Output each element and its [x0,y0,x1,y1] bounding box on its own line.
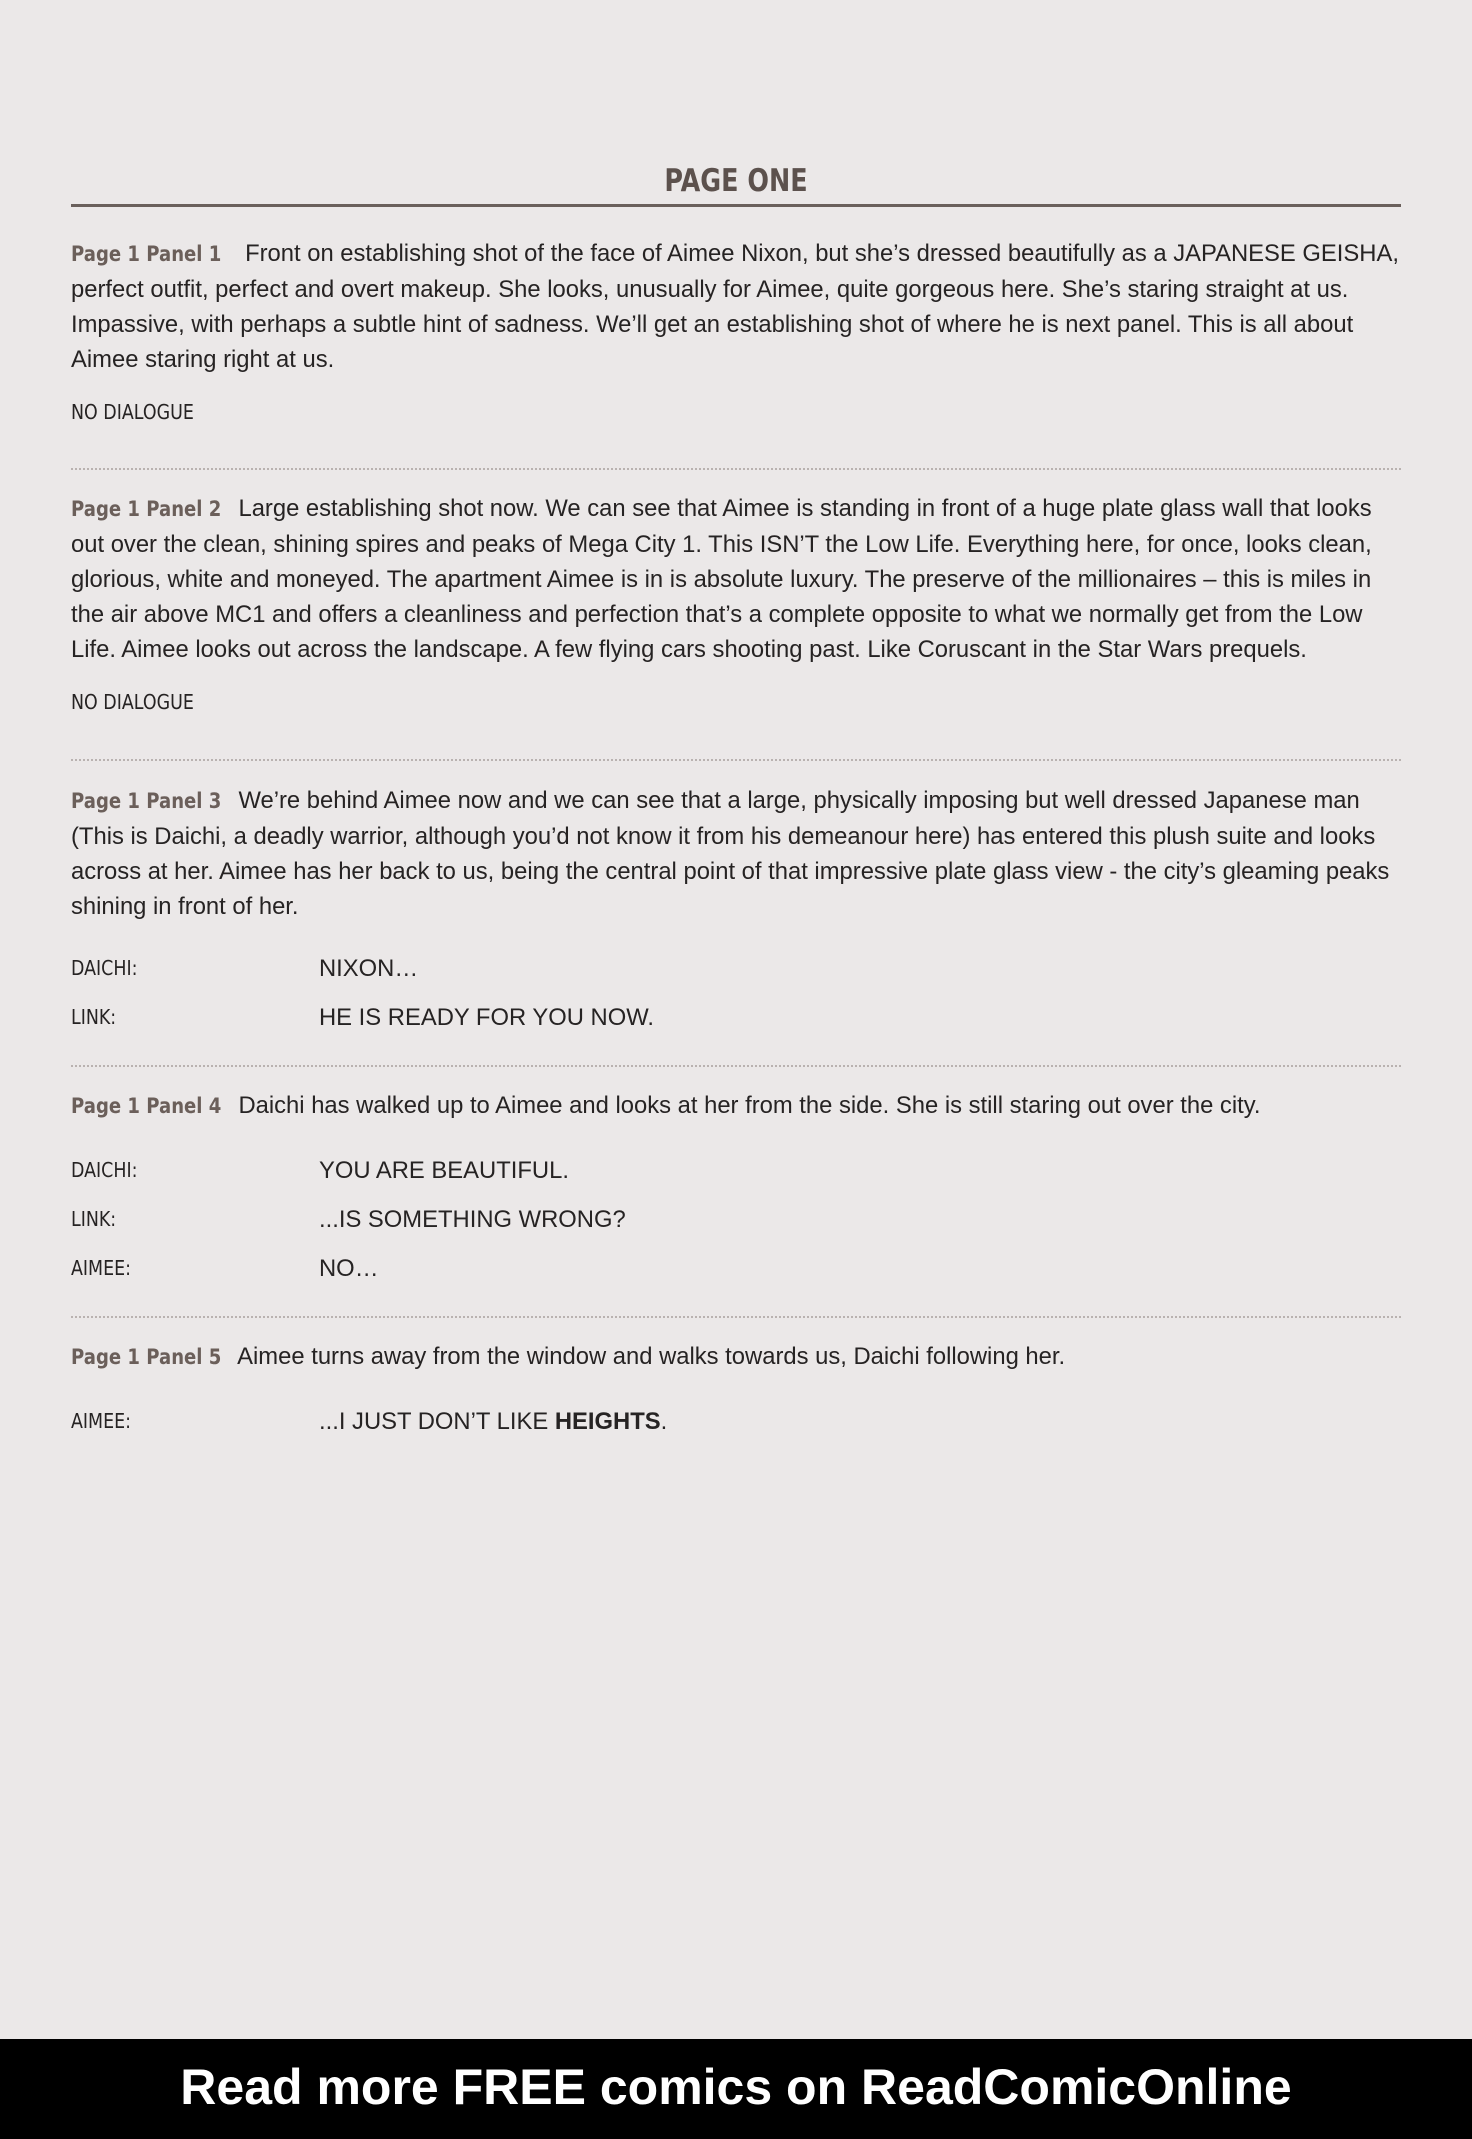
speech-text: HE IS READY FOR YOU NOW. [319,1004,654,1031]
panel-label: Page 1 Panel 3 [71,789,222,813]
speech-emphasis: HEIGHTS [554,1408,661,1435]
panel-divider [71,1316,1401,1318]
speaker-name: DAICHI: [71,1158,138,1182]
panel-text: Large establishing shot now. We can see that Aimee is standing in front of a huge plate glass wall that looks out over the clean, shining spires and peaks of Mega City 1. This ISN’T the Low Life. Everything here, for once, looks clean, glorious, white and moneyed. The apartment Aimee is in is absolute luxury. The preserve of the millionaires – this is miles in the air above MC1 and offers a cleanliness and perfection that’s a complete opposite to what we normally get from the Low Life. Aimee looks out across the landscape. A few flying cars shooting past. Like Coruscant in the Star Wars prequels. [71,495,1372,663]
no-dialogue-note: NO DIALOGUE [71,400,194,424]
panel-4 [71,1088,1401,1300]
title-underline [71,204,1401,207]
panel-description [71,491,1401,667]
dialogue-block [71,1153,1401,1300]
speech-text-suffix: . [660,1408,668,1435]
panel-1 [71,236,1401,424]
page-title: PAGE ONE [664,163,808,199]
speech-text: YOU ARE BEAUTIFUL. [319,1157,569,1184]
speaker-name: AIMEE: [71,1409,131,1433]
speaker-name: LINK: [71,1005,117,1029]
dialogue-line [71,1202,1401,1251]
dialogue-line [71,951,1401,1000]
panel-divider [71,468,1401,470]
panel-description [71,1088,1401,1124]
dialogue-line [71,1153,1401,1202]
panel-text: Front on establishing shot of the face of Aimee Nixon, but she’s dressed beautifully as a JAPANESE GEISHA, perfect outfit, perfect and overt makeup. She looks, unusually for Aimee, quite gorgeous here. She’s staring straight at us. Impassive, with perhaps a subtle hint of sadness. We’ll get an establishing shot of where he is next panel. This is all about Aimee staring right at us. [71,240,1399,373]
panel-text: Aimee turns away from the window and walks towards us, Daichi following her. [237,1343,1066,1370]
speaker-name: DAICHI: [71,956,138,980]
speech-text [319,1404,667,1439]
panel-divider [71,1065,1401,1067]
panel-label: Page 1 Panel 4 [71,1094,222,1118]
no-dialogue-note: NO DIALOGUE [71,690,194,714]
panel-divider [71,759,1401,761]
panel-text: We’re behind Aimee now and we can see that a large, physically imposing but well dressed Japanese man (This is Daichi, a deadly warrior, although you’d not know it from his demeanour here) has entered this plush suite and looks across at her. Aimee has her back to us, being the central point of that impressive plate glass view - the city’s gleaming peaks shining in front of her. [71,787,1390,920]
dialogue-block [71,1404,1401,1453]
panel-label: Page 1 Panel 5 [71,1345,222,1369]
panel-label: Page 1 Panel 2 [71,497,222,521]
promo-banner[interactable] [0,2039,1472,2139]
panel-description [71,236,1401,377]
panel-3 [71,783,1401,1049]
panel-label: Page 1 Panel 1 [71,242,222,266]
panel-description [71,783,1401,924]
dialogue-line [71,1404,1401,1453]
dialogue-block [71,951,1401,1049]
promo-banner-text[interactable]: Read more FREE comics on ReadComicOnline [180,2059,1292,2115]
speech-text: NIXON… [319,955,419,982]
panel-text: Daichi has walked up to Aimee and looks at her from the side. She is still staring out over the city. [238,1092,1261,1119]
speaker-name: AIMEE: [71,1256,131,1280]
panel-description [71,1339,1401,1375]
speech-text: ...IS SOMETHING WRONG? [319,1206,626,1233]
dialogue-line [71,1251,1401,1300]
panel-2 [71,491,1401,714]
speech-text: NO… [319,1255,379,1282]
speaker-name: LINK: [71,1207,117,1231]
speech-text-prefix: ...I JUST DON’T LIKE [319,1408,555,1435]
dialogue-line [71,1000,1401,1049]
panel-5 [71,1339,1401,1453]
